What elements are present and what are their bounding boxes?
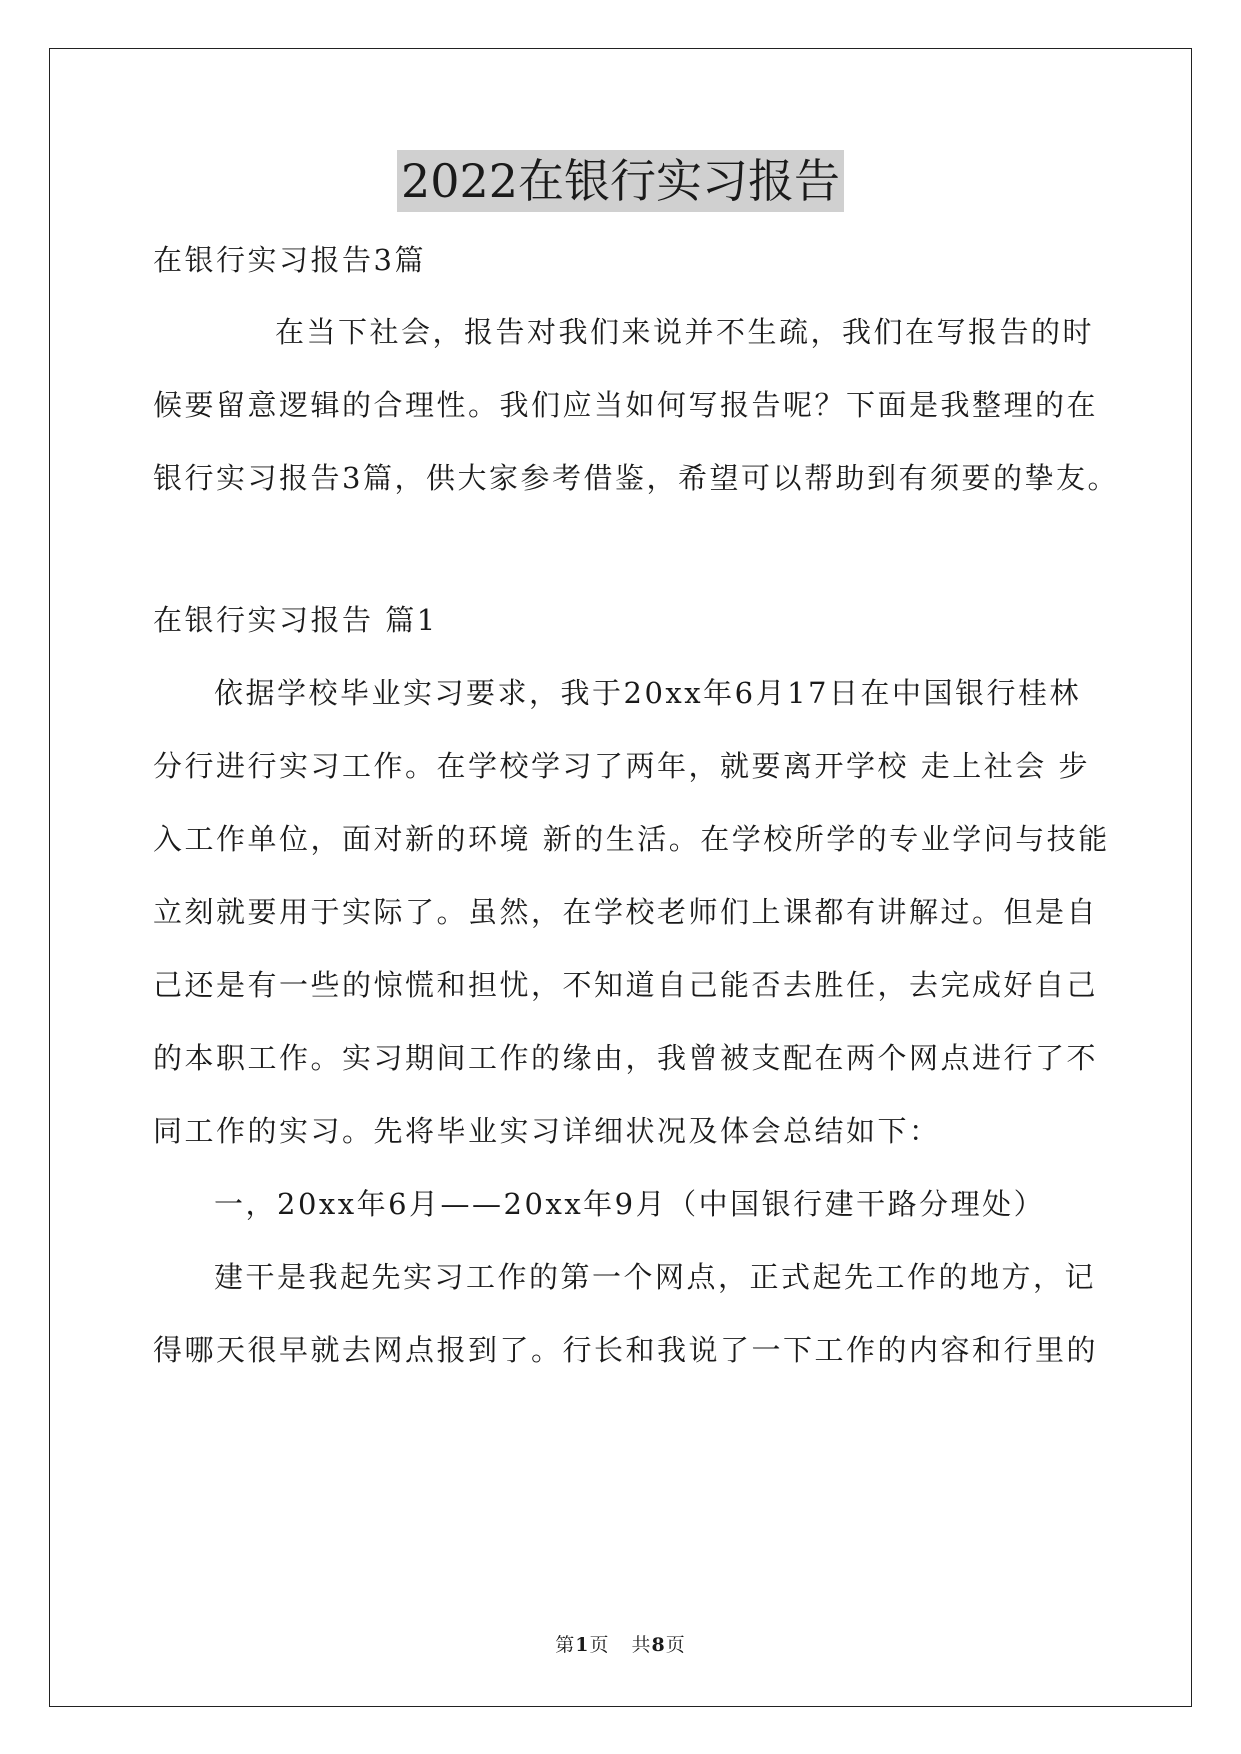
body-line: 同工作的实习。先将毕业实习详细状况及体会总结如下： [153, 1114, 941, 1148]
body-line: 入工作单位，面对新的环境 新的生活。在学校所学的专业学问与技能 [153, 822, 1110, 856]
body-line: 立刻就要用于实际了。虽然，在学校老师们上课都有讲解过。但是自 [153, 895, 1099, 929]
body-line: 的本职工作。实习期间工作的缘由，我曾被支配在两个网点进行了不 [153, 1041, 1099, 1075]
intro-line: 银行实习报告3篇，供大家参考借鉴，希望可以帮助到有须要的挚友。 [153, 461, 1119, 495]
footer-prefix: 第 [555, 1634, 576, 1656]
footer-mid: 页 [589, 1634, 610, 1656]
intro-line: 候要留意逻辑的合理性。我们应当如何写报告呢？下面是我整理的在 [153, 388, 1099, 422]
page-footer [0, 1630, 1241, 1657]
footer-page-number: 1 [575, 1634, 590, 1656]
body-line: 得哪天很早就去网点报到了。行长和我说了一下工作的内容和行里的 [153, 1333, 1099, 1367]
footer-total-pages: 8 [651, 1634, 666, 1656]
title-container [0, 150, 1241, 212]
body-line: 分行进行实习工作。在学校学习了两年，就要离开学校 走上社会 步 [153, 749, 1090, 783]
intro-line: 在当下社会，报告对我们来说并不生疏，我们在写报告的时 [275, 315, 1095, 349]
body-line: 依据学校毕业实习要求，我于20xx年6月17日在中国银行桂林 [214, 676, 1081, 710]
body-line: 建干是我起先实习工作的第一个网点，正式起先工作的地方，记 [214, 1260, 1097, 1294]
document-subtitle: 在银行实习报告3篇 [153, 243, 426, 277]
footer-total-prefix: 共 [631, 1634, 652, 1656]
body-line: 己还是有一些的惊慌和担忧，不知道自己能否去胜任，去完成好自己 [153, 968, 1099, 1002]
page-border [49, 48, 1192, 1707]
document-title: 2022在银行实习报告 [397, 150, 844, 212]
body-line: 一，20xx年6月——20xx年9月（中国银行建干路分理处） [214, 1187, 1046, 1221]
footer-suffix: 页 [665, 1634, 686, 1656]
section-heading: 在银行实习报告 篇1 [153, 603, 438, 637]
